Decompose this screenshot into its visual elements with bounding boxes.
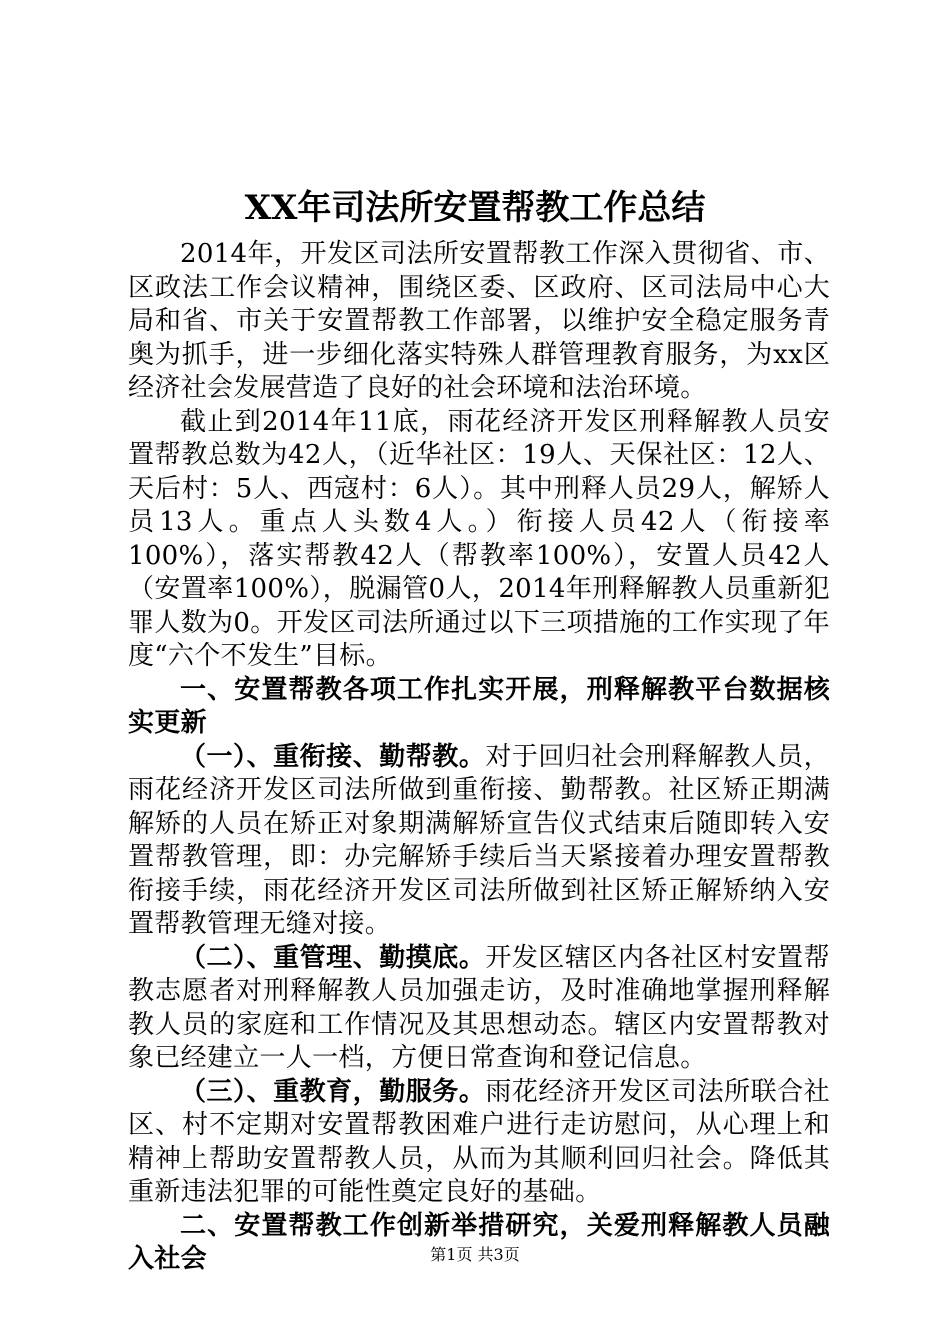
subsection-3 <box>128 1076 830 1210</box>
document-body <box>128 238 830 1277</box>
subsection-1-text: 对于回归社会刑释解教人员，雨花经济开发区司法所做到重衔接、勤帮教。社区矫正期满解矫的人员在矫正对象期满解矫宣告仪式结束后随即转入安置帮教管理，即：办完解矫手续后当天紧接着办理安置帮教衔接手续，雨花经济开发区司法所做到社区矫正解矫纳入安置帮教管理无缝对接。 <box>128 741 830 939</box>
section-heading-2: 二、安置帮教工作创新举措研究，关爱刑释解教人员融入社会 <box>128 1210 830 1274</box>
subsection-2-text: 开发区辖区内各社区村安置帮教志愿者对刑释解教人员加强走访，及时准确地掌握刑释解教人员的家庭和工作情况及其思想动态。辖区内安置帮教对象已经建立一人一档，方便日常查询和登记信息。 <box>128 942 830 1073</box>
subsection-2 <box>128 942 830 1076</box>
statistics-paragraph: 截止到2014年11底，雨花经济开发区刑释解教人员安置帮教总数为42人，（近华社区：19人、天保社区：12人、天后村：5人、西寇村：6人）。其中刑释人员29人，解矫人员13人。重点人头数4人。）衔接人员42人（衔接率100%），落实帮教42人（帮教率100%），安置人员42人（安置率100%），脱漏管0人，2014年刑释解教人员重新犯罪人数为0。开发区司法所通过以下三项措施的工作实现了年度“六个不发生”目标。 <box>128 406 830 671</box>
subsection-1-lead: （一）、重衔接、勤帮教。 <box>180 741 486 772</box>
page-number-footer: 第1页 共3页 <box>430 1245 520 1264</box>
section-heading-1: 一、安置帮教各项工作扎实开展，刑释解教平台数据核实更新 <box>128 674 830 738</box>
subsection-1 <box>128 741 830 942</box>
subsection-2-lead: （二）、重管理、勤摸底。 <box>180 942 486 973</box>
subsection-3-lead: （三）、重教育，勤服务。 <box>180 1076 486 1107</box>
intro-paragraph: 2014年，开发区司法所安置帮教工作深入贯彻省、市、区政法工作会议精神，围绕区委、区政府、区司法局中心大局和省、市关于安置帮教工作部署，以维护安全稳定服务青奥为抓手，进一步细化落实特殊人群管理教育服务，为xx区经济社会发展营造了良好的社会环境和法治环境。 <box>128 239 830 403</box>
subsection-3-text: 雨花经济开发区司法所联合社区、村不定期对安置帮教困难户进行走访慰问，从心理上和精神上帮助安置帮教人员，从而为其顺利回归社会。降低其重新违法犯罪的可能性奠定良好的基础。 <box>128 1076 830 1207</box>
document-title: XX年司法所安置帮教工作总结 <box>244 188 706 228</box>
